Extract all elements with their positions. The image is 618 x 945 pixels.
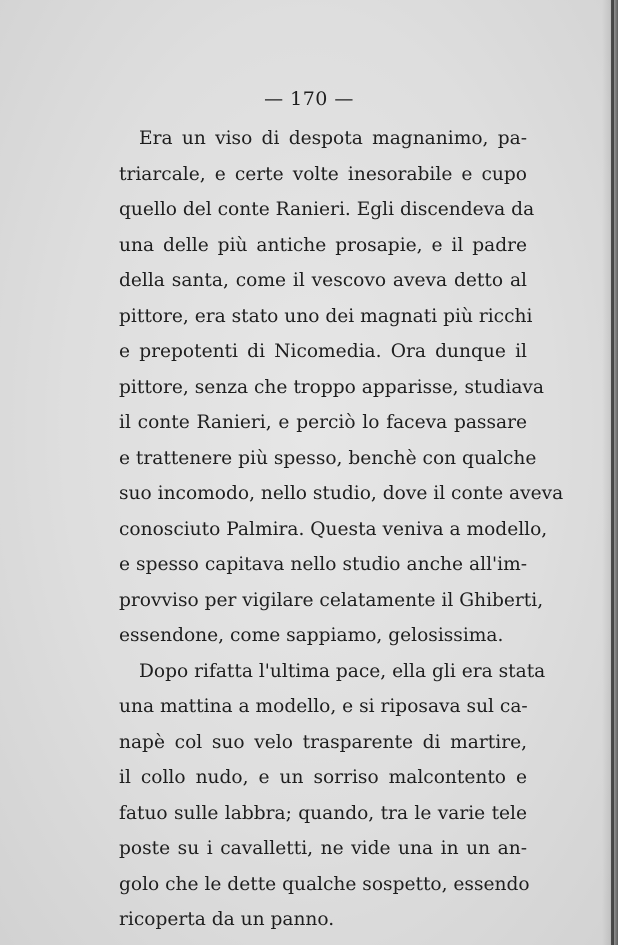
text-line: Dopo rifatta l'ultima pace, ella gli era stata [139,660,546,682]
text-line: fatuo sulle labbra; quando, tra le varie tele [119,802,527,824]
text-line: e prepotenti di Nicomedia. Ora dunque il [119,341,527,362]
text-line: il conte Ranieri, e perciò lo faceva passare [119,412,527,433]
text-line: napè col suo velo trasparente di martire, [119,731,527,753]
text-line: poste su i cavalletti, ne vide una in un an- [119,838,527,859]
text-line: triarcale, e certe volte inesorabile e cupo [119,163,527,185]
text-line: provviso per vigilare celatamente il Ghiberti, [119,589,544,611]
text-line: e spesso capitava nello studio anche all'im- [119,554,527,575]
text-line: ricoperta da un panno. [119,909,335,930]
text-line: Era un viso di despota magnanimo, pa- [139,128,527,149]
text-line: suo incomodo, nello studio, dove il conte aveva [119,483,564,504]
text-line: e trattenere più spesso, benchè con qualche [119,447,537,469]
page-edge-shadow [602,0,618,945]
text-line: golo che le dette qualche sospetto, essendo [119,873,530,895]
text-line: essendone, come sappiamo, gelosissima. [119,625,504,646]
text-line: conosciuto Palmira. Questa veniva a modello, [119,518,548,540]
text-line: della santa, come il vescovo aveva detto al [119,270,527,291]
text-line: pittore, era stato uno dei magnati più ricchi [119,305,533,327]
text-line: il collo nudo, e un sorriso malcontento e [119,767,527,788]
page-number: — 170 — [264,88,354,110]
page-binding-edge [611,0,614,945]
text-line: una delle più antiche prosapie, e il padre [119,234,527,256]
text-line: una mattina a modello, e si riposava sul ca- [119,696,528,717]
text-line: quello del conte Ranieri. Egli discendeva da [119,199,535,220]
text-line: pittore, senza che troppo apparisse, studiava [119,376,545,398]
body-text [119,121,564,938]
